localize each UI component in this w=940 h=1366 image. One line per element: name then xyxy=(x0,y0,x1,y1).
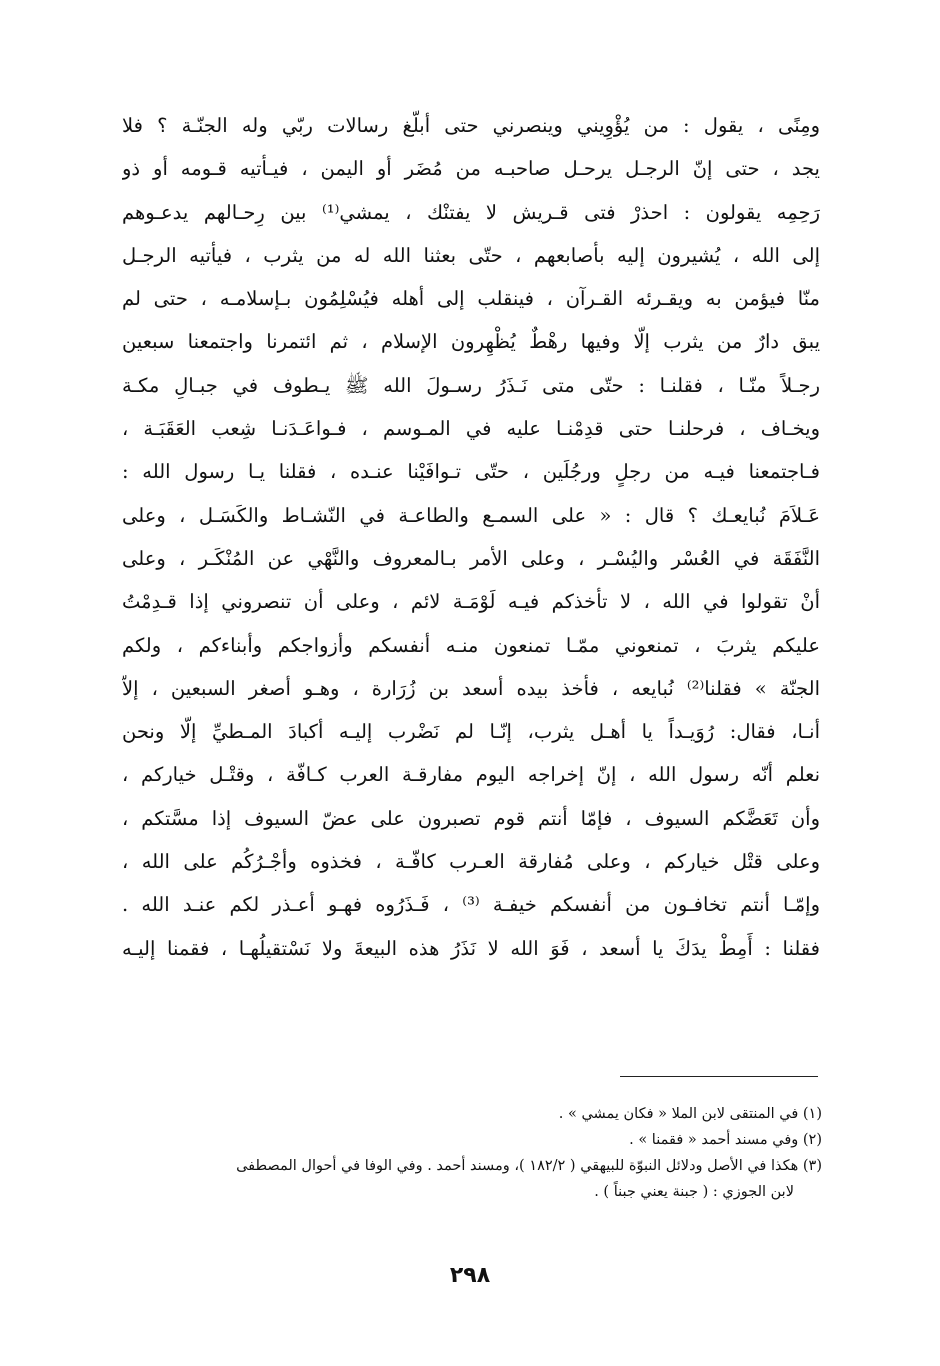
body-line: إلى الله ، يُشيرون إليه بأصابعهم ، حتّى بعثنا الله له من يثرب ، فيأتيه الرجـل xyxy=(122,243,820,267)
body-line: أنْ تقولوا في الله ، لا تأخذكم فيـه لَوْمَـة لائم ، وعلى أن تنصروني إذا قـدِمْتُ xyxy=(122,590,820,614)
body-line: النَّفَقَة في العُسْر واليُسْـر ، وعلى الأمر بـالمعروف والنَّهْي عن المُنْكَـر ، وعلى xyxy=(122,546,820,570)
body-line: فقلنا : أَمِطْ يدَكَ يا أسعد ، فَوَ الله لا نَذَرُ هذه البيعةَ ولا نَسْتقيلُهـا ، فقمنا إليـه xyxy=(122,936,820,960)
body-line: يبق دارٌ من يثرب إلّا وفيها رهْطٌ يُظْهِرون الإسلام ، ثم ائتمرنا واجتمعنا سبعين xyxy=(122,330,820,354)
footnote-1: (١) في المنتقى لابن الملا « فكان يمشي » . xyxy=(558,1106,822,1122)
body-line: وعلى قتْل خياركم ، وعلى مُفارقة العـرب كافّـة ، فخذوه وأجْـرُكُم على الله ، xyxy=(122,850,820,874)
footnote-2: (٢) وفي مسند أحمد « فقمنا » . xyxy=(629,1132,822,1148)
body-line: ويخـاف ، فرحلنـا حتى قدِمْنـا عليه في المـوسم ، فـواعَـدَنـا شِعب العَقَبَـة ، xyxy=(122,417,820,441)
body-line: رجـلاً منّـا ، فقلنـا : حتّى متى نَـذَرُ رسـولَ الله ﷺ يـطوف في جبـالِ مكـة xyxy=(122,373,820,397)
body-line: نعلم أنّه رسول الله ، إنّ إخراجه اليوم مفارقـة العرب كـافّة ، وقتْـل خياركم ، xyxy=(122,763,820,787)
body-line: رَحِمِه يقولون : احذرْ فتى قـريش لا يفتنْك ، يمشي⁽¹⁾ بين رِحـالهم يدعـوهم xyxy=(122,200,820,224)
body-line: يجد ، حتى إنّ الرجـل يرحـل صاحبـه من مُضَر أو اليمن ، فيـأتيه قـومه أو ذو xyxy=(122,157,820,181)
body-line: عليكم يثربَ ، تمنعوني ممّـا تمنعون منـه أنفسكم وأزواجكم وأبناءكم ، ولكم xyxy=(122,633,820,657)
body-line: أنـا، فقال: رُوَيـداً يا أهـل يثرب، إنّـا لم نَضْرب إليـه أكبادَ المـطيِّ إلّا ونحن xyxy=(122,720,820,744)
body-line: فـاجتمعنا فيـه من رجلٍ ورجُلَين ، حتّى تـوافَيْنا عنـده ، فقلنا يـا رسول الله : xyxy=(122,460,820,484)
body-line: ومِنًى ، يقول : من يُؤْوِيني وينصرني حتى أبلّغ رسالات ربّي وله الجنّـة ؟ فلا xyxy=(122,114,820,137)
body-line: عَـلاَمَ نُبايعـك ؟ قال : « على السمـع والطاعـة في النّشـاط والكَسَـل ، وعلى xyxy=(122,503,820,527)
body-line: وإمّـا أنتم تخافـون من أنفسكم خيفـة ⁽³⁾ ، فَـذَرُوه فهـو أعـذر لكم عنـد الله . xyxy=(122,893,820,917)
body-line: وأن تَعَضَّكم السيوف ، فإمّا أنتم قوم تصبرون على عضّ السيوف إذا مسَّتكم ، xyxy=(122,806,820,830)
footnote-3-continued: لابن الجوزي : ( جبنة يعني جبناً ) . xyxy=(594,1184,794,1200)
body-text xyxy=(122,104,820,970)
footnote-3: (٣) هكذا في الأصل ودلائل النبوّة للبيهقي ( ١٨٢/٢ )، ومسند أحمد . وفي الوفا في أحوال المصطفى xyxy=(236,1158,822,1174)
body-line: منّا فيؤمن به ويقـرئه القـرآن ، فينقلب إلى أهله فيُسْلِمُون بـإسلامـه ، حتى لم xyxy=(122,287,820,311)
page-number: ٢٩٨ xyxy=(449,1263,491,1288)
body-line: الجنّة » فقلنا⁽²⁾ نُبايعه ، فأخذ بيده أسعد بن زُرَارة ، وهـو أصغر السبعين ، إلاّ xyxy=(122,676,820,700)
footnotes xyxy=(100,1101,822,1205)
footnote-divider xyxy=(620,1076,818,1077)
